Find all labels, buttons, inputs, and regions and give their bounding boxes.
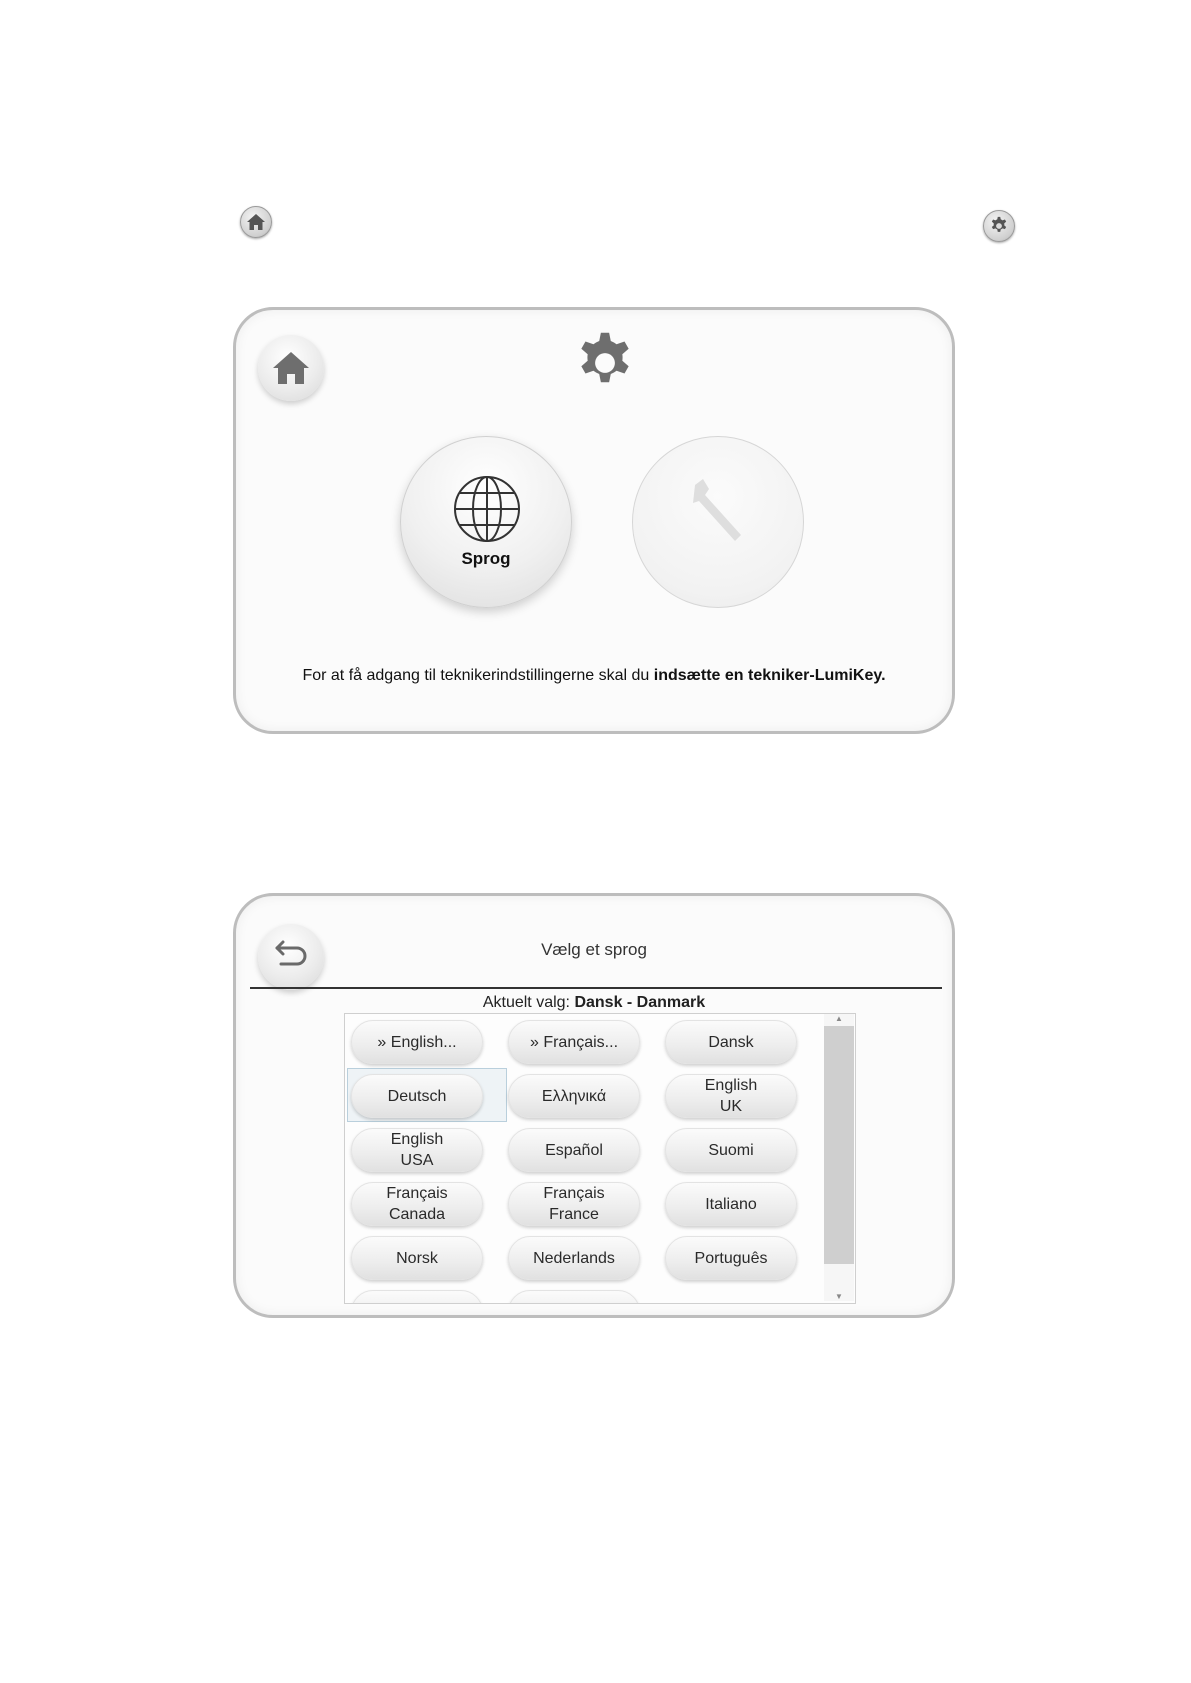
page-gear-icon xyxy=(983,210,1015,242)
language-option[interactable]: English UK xyxy=(665,1074,797,1118)
globe-icon xyxy=(453,475,521,543)
divider xyxy=(250,987,942,989)
language-button[interactable] xyxy=(400,436,572,608)
language-title: Vælg et sprog xyxy=(541,940,647,959)
language-option-partial[interactable] xyxy=(508,1290,640,1304)
settings-screen xyxy=(233,307,955,734)
scrollbar[interactable] xyxy=(824,1014,854,1301)
scroll-down-arrow-icon[interactable]: ▼ xyxy=(835,1292,843,1301)
technician-info-text xyxy=(236,667,952,685)
language-option-partial[interactable] xyxy=(351,1290,483,1304)
info-text-prefix: For at få adgang til teknikerindstillingerne skal du xyxy=(302,667,654,684)
language-option[interactable]: Português xyxy=(665,1236,797,1280)
language-option[interactable]: » Français... xyxy=(508,1020,640,1064)
current-selection xyxy=(236,994,952,1012)
language-option[interactable]: Suomi xyxy=(665,1128,797,1172)
current-selection-value: Dansk - Danmark xyxy=(574,994,706,1011)
technician-button xyxy=(632,436,804,608)
page-home-icon xyxy=(240,206,272,238)
language-option-deutsch[interactable]: Deutsch xyxy=(351,1074,483,1118)
language-option[interactable]: Nederlands xyxy=(508,1236,640,1280)
language-option[interactable]: Français France xyxy=(508,1182,640,1226)
wrench-icon xyxy=(683,475,753,545)
language-option[interactable]: Norsk xyxy=(351,1236,483,1280)
home-icon xyxy=(271,350,311,386)
language-option[interactable]: » English... xyxy=(351,1020,483,1064)
gear-icon xyxy=(572,330,638,396)
language-option[interactable]: Ελληνικά xyxy=(508,1074,640,1118)
language-option[interactable]: Dansk xyxy=(665,1020,797,1064)
language-option[interactable]: Español xyxy=(508,1128,640,1172)
current-selection-label: Aktuelt valg: xyxy=(482,994,575,1011)
language-option[interactable]: English USA xyxy=(351,1128,483,1172)
home-button[interactable] xyxy=(258,335,324,401)
language-option[interactable]: Français Canada xyxy=(351,1182,483,1226)
language-button-label: Sprog xyxy=(461,549,511,568)
language-list xyxy=(344,1013,856,1304)
language-screen xyxy=(233,893,955,1318)
info-text-bold: indsætte en tekniker-LumiKey. xyxy=(653,667,886,684)
scroll-thumb[interactable] xyxy=(824,1026,854,1264)
scroll-up-arrow-icon[interactable]: ▲ xyxy=(835,1014,843,1023)
language-option[interactable]: Italiano xyxy=(665,1182,797,1226)
